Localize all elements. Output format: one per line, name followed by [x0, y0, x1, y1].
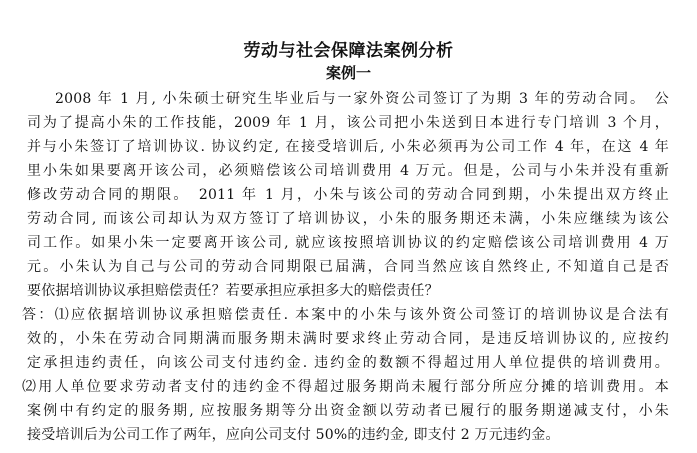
document-title: 劳动与社会保障法案例分析 — [243, 41, 454, 61]
case-text-line: 司工作。如果小朱一定要离开该公司, 就应该按照培训协议的约定赔偿该公司培训费用 4 万 — [27, 235, 669, 251]
case-text-line: 司为了提高小朱的工作技能，2009 年 1 月，该公司把小朱送到日本进行专门培训 3 个月， — [27, 115, 669, 131]
case-text-line: 里小朱如果要离开该公司，必须赔偿该公司培训费用 4 万元。但是，公司与小朱并没有重新 — [27, 163, 669, 179]
case-text-line: 修改劳动合同的期限。 2011 年 1 月，小朱与该公司的劳动合同到期，小朱提出双方终止 — [27, 187, 669, 203]
case-heading: 案例一 — [325, 64, 371, 82]
case-text-line: 并与小朱签订了培训协议. 协议约定, 在接受培训后, 小朱必须再为公司工作 4 年，在这 4 年 — [27, 139, 669, 155]
case-text-line: 元。小朱认为自己与公司的劳动合同期限已届满，合同当然应该自然终止, 不知道自己是否 — [27, 259, 669, 275]
answer-line: 定承担违约责任，向该公司支付违约金. 违约金的数额不得超过用人单位提供的培训费用。 — [27, 355, 669, 371]
answer-line: 案例中有约定的服务期, 应按服务期等分出资金额以劳动者已履行的服务期递减支付，小朱 — [27, 403, 669, 419]
answer-line: 效的，小朱在劳动合同期满而服务期未满时要求终止劳动合同，是违反培训协议的, 应按约 — [27, 331, 669, 347]
case-text-line: 2008 年 1 月, 小朱硕士研究生毕业后与一家外资公司签订了为期 3 年的劳动合同。 公 — [55, 91, 669, 107]
answer-line: 接受培训后为公司工作了两年，应向公司支付 50%的违约金, 即支付 2 万元违约金。 — [27, 427, 560, 443]
case-question-line: 要依据培训协议承担赔偿责任？若要承担应承担多大的赔偿责任？ — [27, 283, 439, 299]
answer-line: 答：⑴应依据培训协议承担赔偿责任. 本案中的小朱与该外资公司签订的培训协议是合法有 — [22, 307, 669, 323]
answer-line: ⑵用人单位要求劳动者支付的违约金不得超过服务期尚未履行部分所应分摊的培训费用。本 — [22, 379, 669, 395]
case-text-line: 劳动合同, 而该公司却认为双方签订了培训协议，小朱的服务期还未满，小朱应继续为该公 — [27, 211, 669, 227]
